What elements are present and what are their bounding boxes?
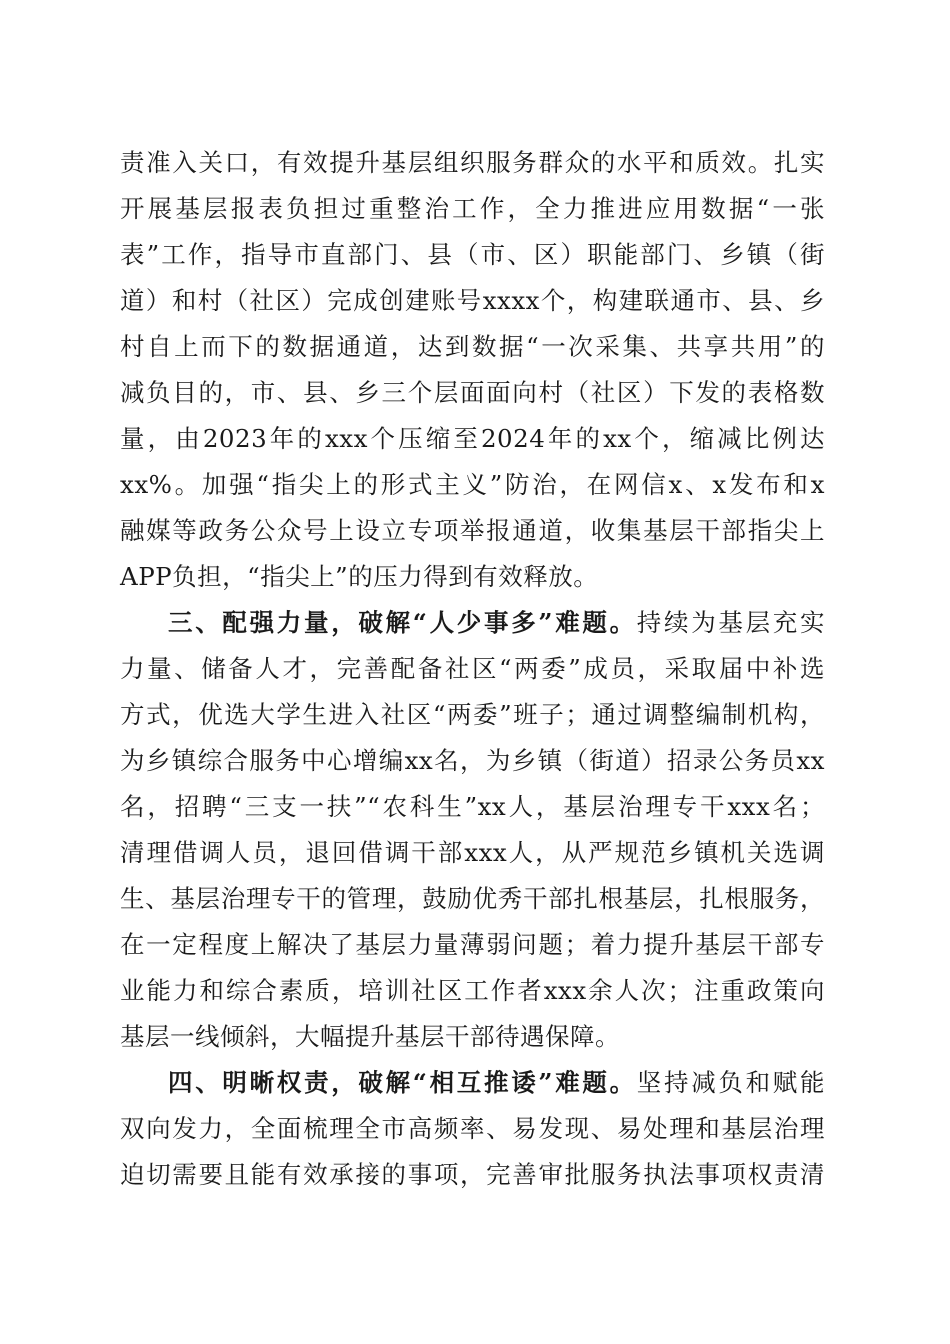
body-text-line: 村自上而下的数据通道，达到数据“一次采集、共享共用”的: [120, 332, 825, 361]
body-text-line: 方式，优选大学生进入社区“两委”班子；通过调整编制机构，: [120, 700, 825, 729]
body-text-line: 基层一线倾斜，大幅提升基层干部待遇保障。: [120, 1022, 620, 1051]
body-text-line: 为乡镇综合服务中心增编xx名，为乡镇（街道）招录公务员xx: [120, 746, 825, 775]
body-text-line: 生、基层治理专干的管理，鼓励优秀干部扎根基层，扎根服务，: [120, 884, 825, 913]
body-text-line: 融媒等政务公众号上设立专项举报通道，收集基层干部指尖上: [120, 516, 825, 545]
body-text-line: 责准入关口，有效提升基层组织服务群众的水平和质效。扎实: [120, 148, 825, 177]
body-text-line: APP负担，“指尖上”的压力得到有效释放。: [120, 562, 599, 591]
body-text-line: 业能力和综合素质，培训社区工作者xxx余人次；注重政策向: [120, 976, 825, 1005]
body-text-line: 在一定程度上解决了基层力量薄弱问题；着力提升基层干部专: [120, 930, 825, 959]
section-4-heading: 四、明晰权责，破解“相互推诿”难题。: [168, 1068, 637, 1097]
section-4-first-line-text: 坚持减负和赋能: [636, 1068, 825, 1097]
body-text-line: 开展基层报表负担过重整治工作，全力推进应用数据“一张: [120, 194, 825, 223]
section-3-first-line-text: 持续为基层充实: [636, 608, 825, 637]
body-text-line: 道）和村（社区）完成创建账号xxxx个，构建联通市、县、乡: [120, 286, 825, 315]
section-4-first-line: [168, 1063, 825, 1103]
body-text-line: xx%。加强“指尖上的形式主义”防治，在网信x、x发布和x: [120, 470, 825, 499]
body-text-line: 减负目的，市、县、乡三个层面面向村（社区）下发的表格数: [120, 378, 825, 407]
body-text-line: 力量、储备人才，完善配备社区“两委”成员，采取届中补选: [120, 654, 825, 683]
section-3-first-line: [168, 603, 825, 643]
body-text-line: 双向发力，全面梳理全市高频率、易发现、易处理和基层治理: [120, 1114, 825, 1143]
body-text-line: 迫切需要且能有效承接的事项，完善审批服务执法事项权责清: [120, 1160, 825, 1189]
body-text-line: 清理借调人员，退回借调干部xxx人，从严规范乡镇机关选调: [120, 838, 825, 867]
body-text-line: 表”工作，指导市直部门、县（市、区）职能部门、乡镇（街: [120, 240, 825, 269]
body-text-line: 名，招聘“三支一扶”“农科生”xx人，基层治理专干xxx名；: [120, 792, 825, 821]
body-text-line: 量，由2023年的xxx个压缩至2024年的xx个，缩减比例达: [120, 424, 825, 453]
section-3-heading: 三、配强力量，破解“人少事多”难题。: [168, 608, 637, 637]
